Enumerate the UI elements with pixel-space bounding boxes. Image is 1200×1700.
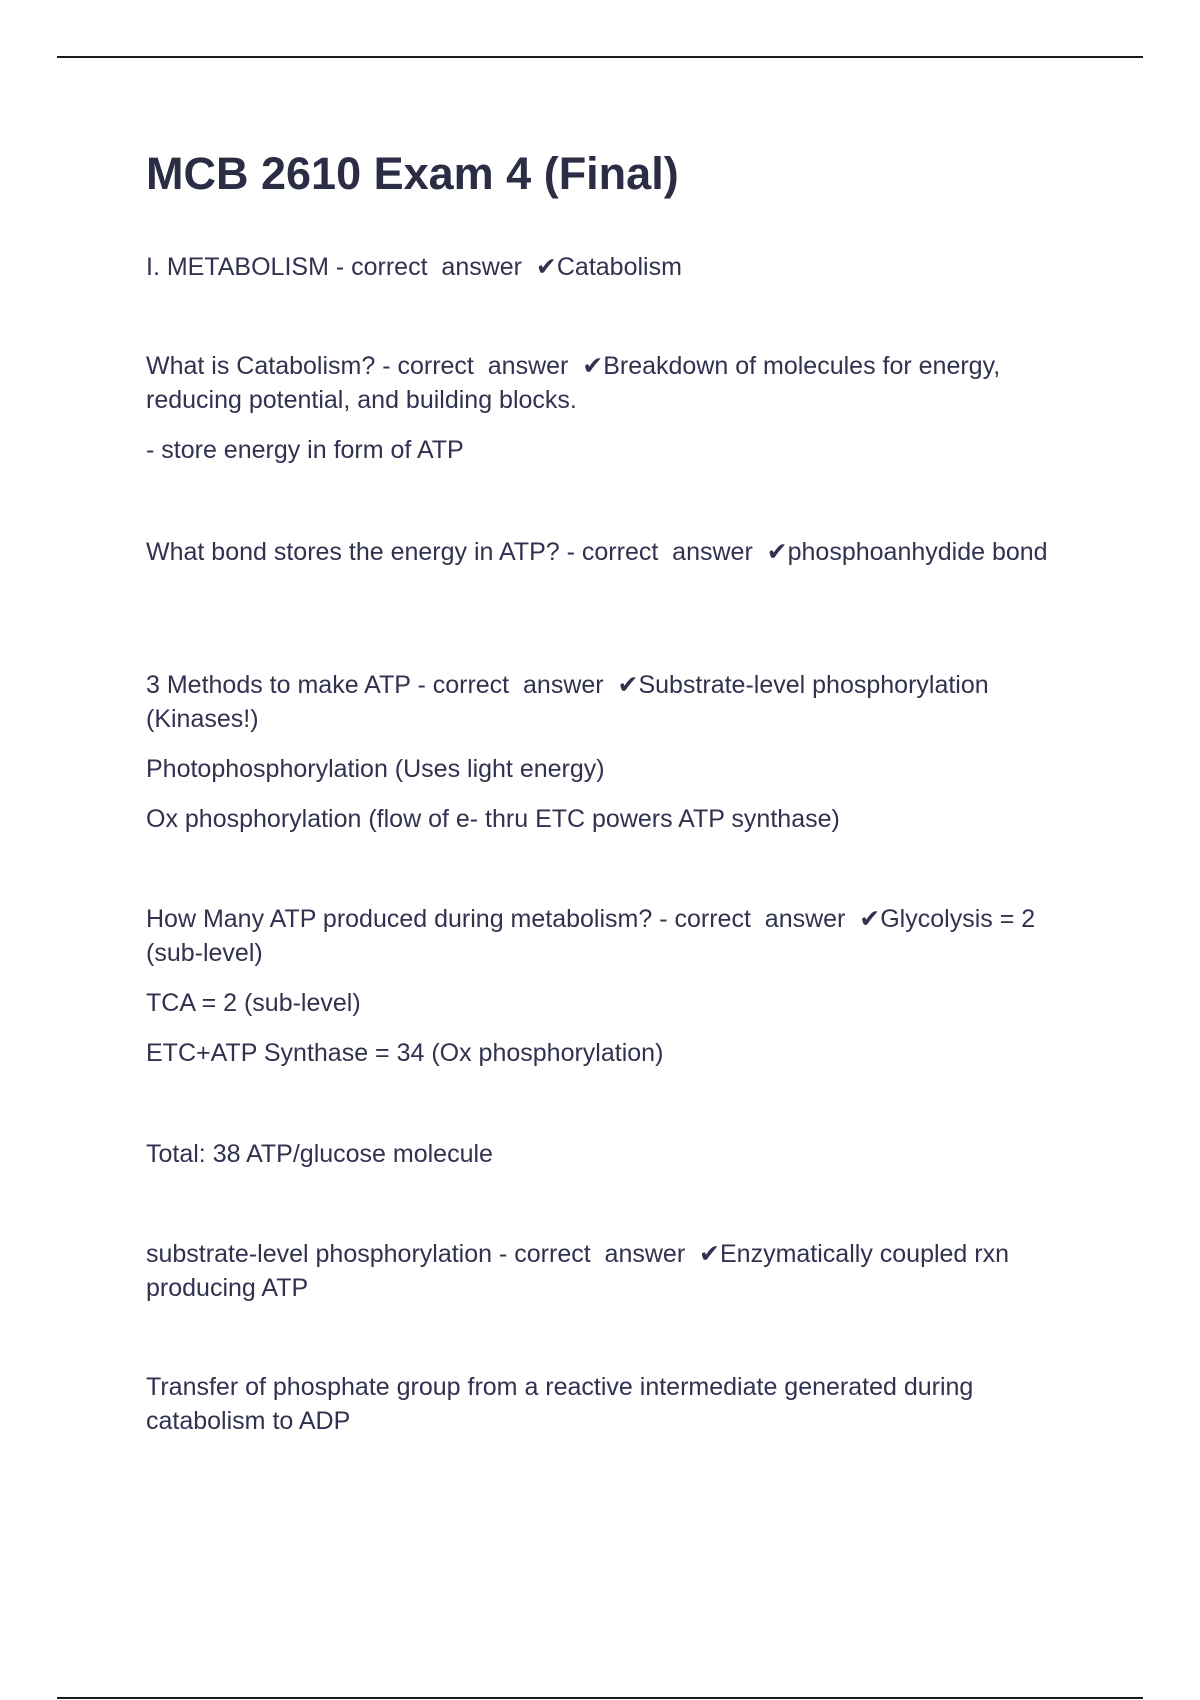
qa-line (146, 250, 1092, 284)
top-rule (57, 56, 1143, 58)
answer-text: Catabolism (556, 253, 682, 281)
check-icon: ✔ (766, 538, 788, 566)
check-icon: ✔ (535, 253, 557, 281)
question-text: What is Catabolism? (146, 352, 376, 380)
answer-text: Substrate-level phosphorylation (Kinases!) (146, 671, 989, 733)
qa-item-metabolism (146, 250, 1092, 284)
question-text: I. METABOLISM (146, 253, 329, 281)
answer-extra-line: ETC+ATP Synthase = 34 (Ox phosphorylation) (146, 1039, 664, 1067)
answer-extra-line: Ox phosphorylation (flow of e- thru ETC powers ATP synthase) (146, 805, 840, 833)
answer-separator: - correct answer (375, 352, 583, 380)
question-text: substrate-level phosphorylation (146, 1240, 493, 1268)
check-icon: ✔ (699, 1240, 720, 1268)
qa-item-atp-bond (146, 535, 1092, 569)
qa-item-substrate-level (146, 1237, 1092, 1305)
answer-text: Breakdown of molecules for energy, reducing potential, and building blocks. (146, 352, 1001, 414)
answer-text: Enzymatically coupled rxn producing ATP (146, 1240, 1010, 1302)
answer-extra-line: - store energy in form of ATP (146, 436, 464, 464)
bottom-rule (57, 1697, 1143, 1699)
qa-line (146, 902, 1092, 970)
total-atp-note (146, 1137, 1092, 1171)
answer-extra-line: TCA = 2 (sub-level) (146, 989, 361, 1017)
qa-line (146, 668, 1092, 736)
check-icon: ✔ (617, 671, 639, 699)
answer-separator: - correct answer (492, 1240, 700, 1268)
answer-extra-line: Photophosphorylation (Uses light energy) (146, 755, 605, 783)
answer-separator: - correct answer (328, 253, 536, 281)
qa-item-catabolism (146, 349, 1092, 467)
check-icon: ✔ (582, 352, 604, 380)
phosphate-transfer-note (146, 1370, 1092, 1438)
note-text: Total: 38 ATP/glucose molecule (146, 1140, 493, 1168)
qa-item-atp-count (146, 902, 1092, 1070)
note-text: Transfer of phosphate group from a reactive intermediate generated during catabolism to ADP (146, 1373, 974, 1435)
qa-line (146, 535, 1092, 569)
check-icon: ✔ (859, 905, 881, 933)
page-title: MCB 2610 Exam 4 (Final) (146, 148, 679, 199)
question-text: What bond stores the energy in ATP? (146, 538, 560, 566)
qa-line (146, 1237, 1092, 1305)
answer-separator: - correct answer (559, 538, 767, 566)
answer-text: Glycolysis = 2 (sub-level) (146, 905, 1036, 967)
question-text: How Many ATP produced during metabolism? (146, 905, 653, 933)
qa-line (146, 349, 1092, 417)
answer-separator: - correct answer (410, 671, 618, 699)
answer-separator: - correct answer (652, 905, 860, 933)
answer-text: phosphoanhydide bond (787, 538, 1048, 566)
qa-item-atp-methods (146, 668, 1092, 836)
question-text: 3 Methods to make ATP (146, 671, 411, 699)
